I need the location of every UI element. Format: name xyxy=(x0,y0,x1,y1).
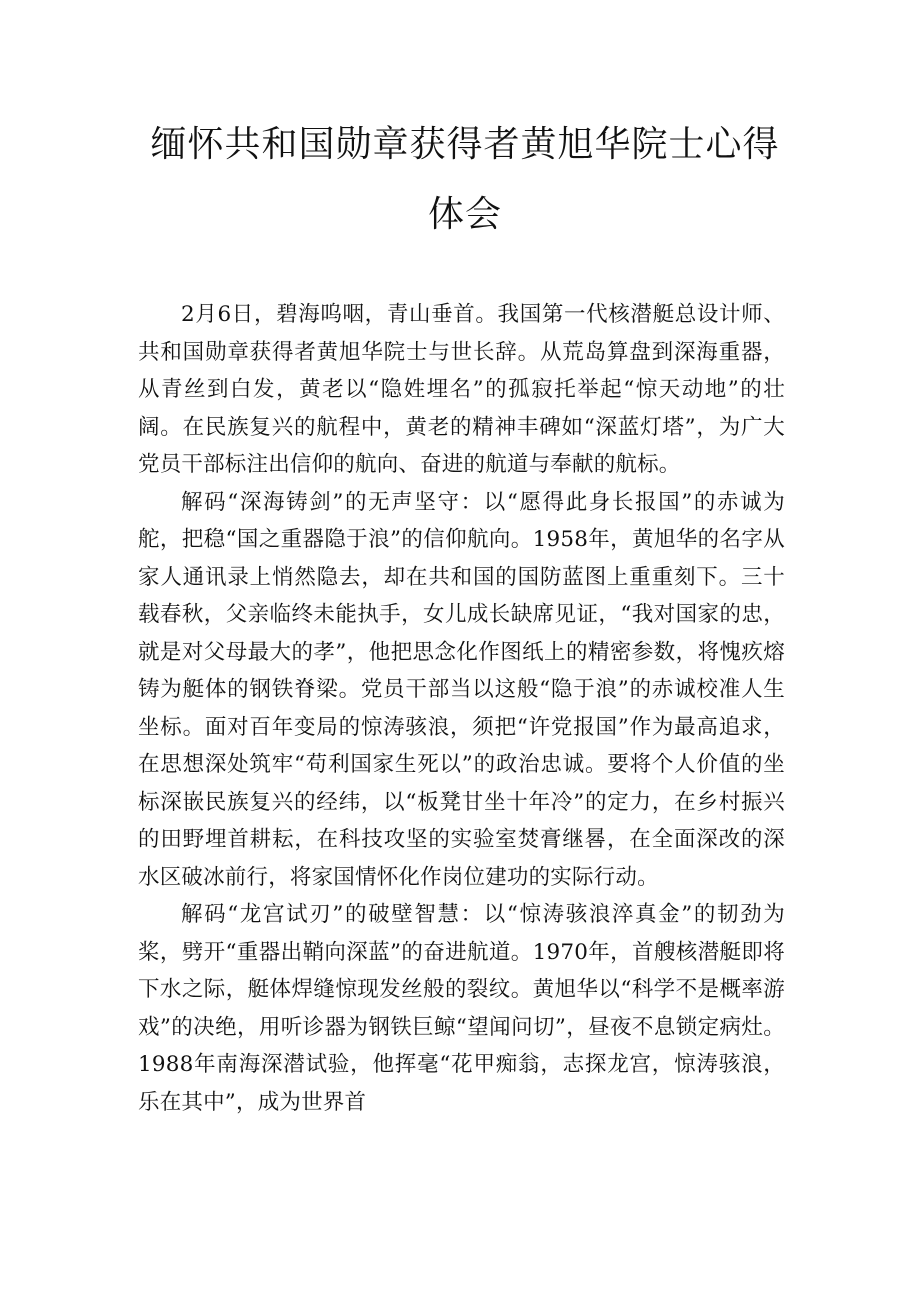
paragraph-1: 2月6日，碧海呜咽，青山垂首。我国第一代核潜艇总设计师、共和国勋章获得者黄旭华院士与世长辞。从荒岛算盘到深海重器，从青丝到白发，黄老以“隐姓埋名”的孤寂托举起“惊天动地”的壮阔。在民族复兴的航程中，黄老的精神丰碑如“深蓝灯塔”，为广大党员干部标注出信仰的航向、奋进的航道与奉献的航标。 xyxy=(138,302,785,477)
document-title: 缅怀共和国勋章获得者黄旭华院士心得体会 xyxy=(150,124,780,235)
paragraph-2: 解码“深海铸剑”的无声坚守：以“愿得此身长报国”的赤诚为舵，把稳“国之重器隐于浪”的信仰航向。1958年，黄旭华的名字从家人通讯录上悄然隐去，却在共和国的国防蓝图上重重刻下。三十载春秋，父亲临终未能执手，女儿成长缺席见证，“我对国家的忠，就是对父母最大的孝”，他把思念化作图纸上的精密参数，将愧疚熔铸为艇体的钢铁脊梁。党员干部当以这般“隐于浪”的赤诚校准人生坐标。面对百年变局的惊涛骇浪，须把“许党报国”作为最高追求，在思想深处筑牢“苟利国家生死以”的政治忠诚。要将个人价值的坐标深嵌民族复兴的经纬，以“板凳甘坐十年冷”的定力，在乡村振兴的田野埋首耕耘，在科技攻坚的实验室焚膏继晷，在全面深改的深水区破冰前行，将家国情怀化作岗位建功的实际行动。 xyxy=(138,489,785,890)
paragraph-3: 解码“龙宫试刃”的破壁智慧：以“惊涛骇浪淬真金”的韧劲为桨，劈开“重器出鞘向深蓝”的奋进航道。1970年，首艘核潜艇即将下水之际，艇体焊缝惊现发丝般的裂纹。黄旭华以“科学不是概率游戏”的决绝，用听诊器为钢铁巨鲸“望闻问切”，昼夜不息锁定病灶。1988年南海深潜试验，他挥毫“花甲痴翁，志探龙宫，惊涛骇浪，乐在其中”，成为世界首 xyxy=(138,902,785,1115)
document-body xyxy=(138,296,785,1121)
